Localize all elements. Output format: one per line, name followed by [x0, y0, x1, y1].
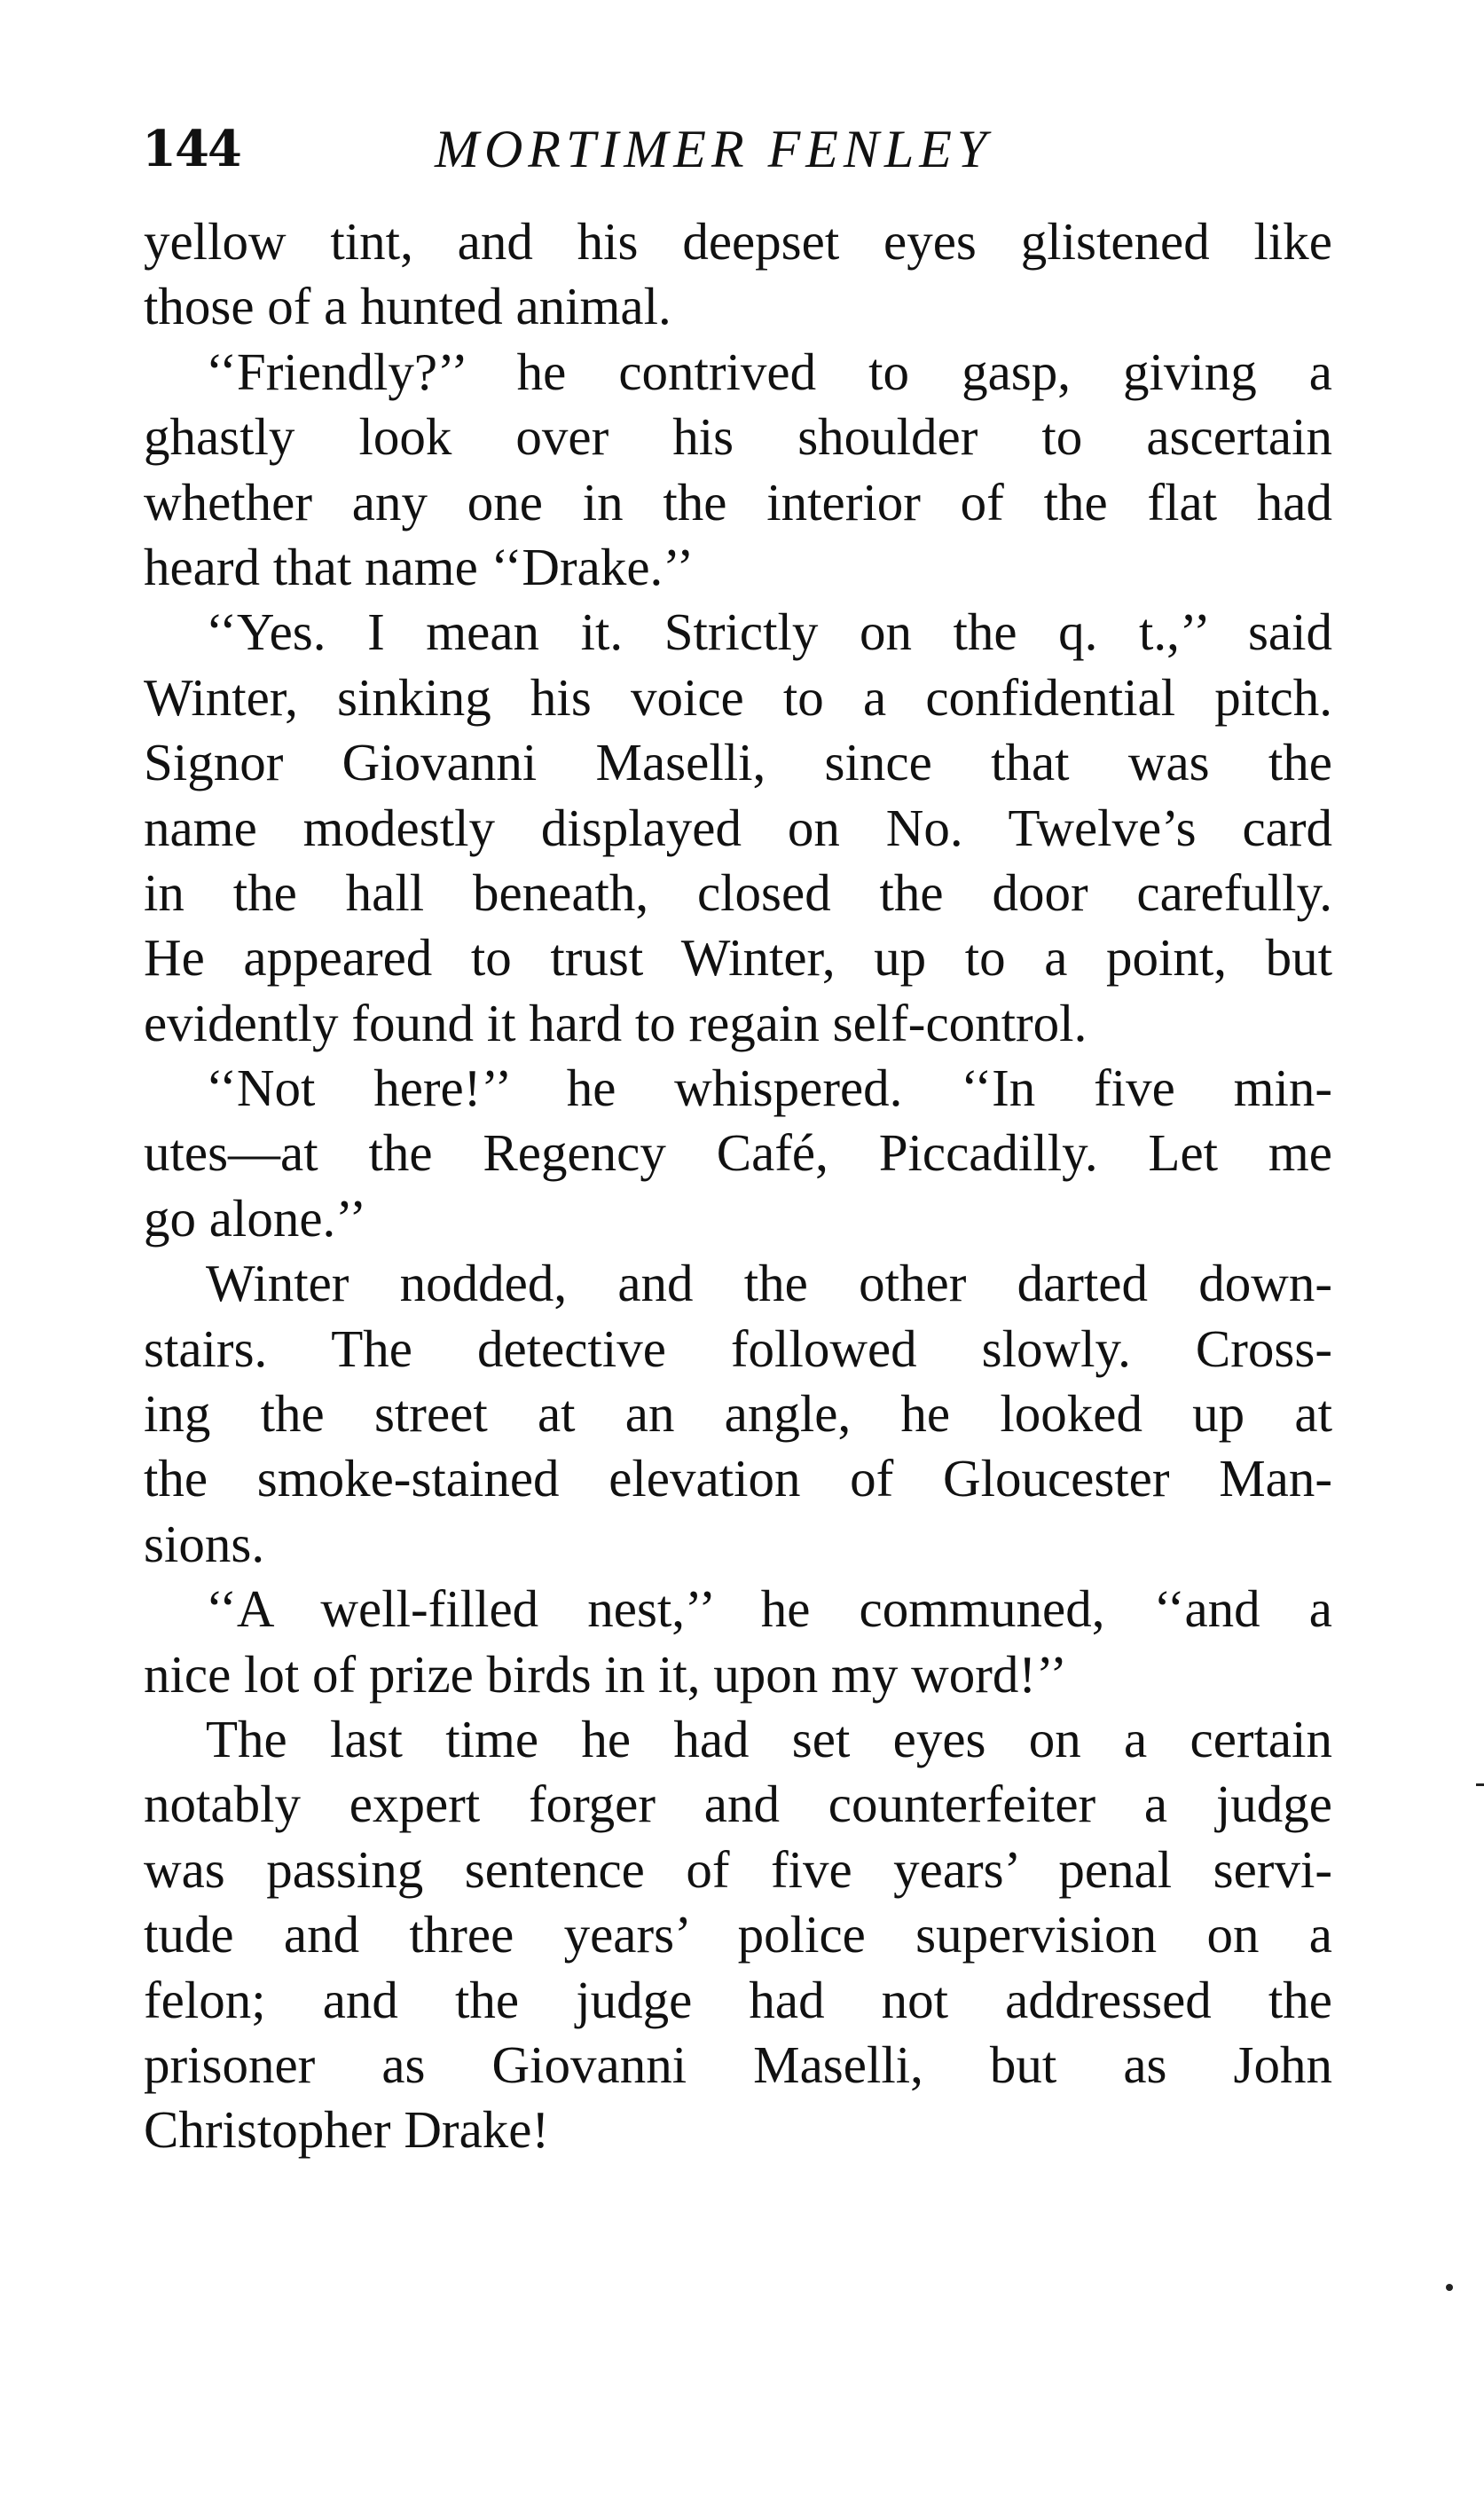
margin-dot: [1446, 2284, 1453, 2291]
text-line: name modestly displayed on No. Twelve’s card: [144, 798, 1332, 857]
text-line: ghastly look over his shoulder to ascertain: [144, 407, 1332, 467]
text-line: notably expert forger and counterfeiter a judge: [144, 1775, 1332, 1834]
text-line: whether any one in the interior of the flat had: [144, 472, 1332, 531]
text-line: Winter nodded, and the other darted down-: [206, 1254, 1332, 1313]
text-line: sions.: [144, 1514, 265, 1573]
text-line: go alone.’’: [144, 1188, 367, 1248]
text-line: ‘‘Friendly?’’ he contrived to gasp, giving a: [206, 342, 1332, 401]
text-line: prisoner as Giovanni Maselli, but as John: [144, 2035, 1332, 2094]
body-text: [144, 209, 1332, 2163]
text-line: felon; and the judge had not addressed the: [144, 1970, 1332, 2029]
margin-tick: [1476, 1783, 1484, 1786]
page-number: 144: [142, 120, 240, 178]
text-line: Signor Giovanni Maselli, since that was the: [144, 733, 1332, 792]
text-line: yellow tint, and his deepset eyes glistened like: [144, 212, 1332, 271]
page-header: [142, 114, 1331, 193]
text-line: was passing sentence of five years’ penal servi-: [144, 1839, 1332, 1899]
text-line: ‘‘Yes. I mean it. Strictly on the q. t.,’’ said: [206, 602, 1332, 662]
text-line: heard that name ‘‘Drake.’’: [144, 537, 695, 596]
text-line: ing the street at an angle, he looked up at: [144, 1384, 1332, 1444]
text-line: stairs. The detective followed slowly. Cross-: [144, 1319, 1332, 1378]
text-line: nice lot of prize birds in it, upon my word!’’: [144, 1644, 1067, 1704]
text-line: evidently found it hard to regain self-control.: [144, 993, 1087, 1052]
text-line: those of a hunted animal.: [144, 277, 671, 336]
text-line: ‘‘A well-filled nest,’’ he communed, ‘‘and a: [206, 1579, 1332, 1639]
text-line: ‘‘Not here!’’ he whispered. ‘‘In five min-: [206, 1059, 1332, 1118]
text-line: He appeared to trust Winter, up to a point, but: [144, 928, 1332, 988]
running-title: MORTIMER FENLEY: [435, 120, 993, 178]
text-line: the smoke-stained elevation of Gloucester Man-: [144, 1449, 1332, 1508]
text-line: Christopher Drake!: [144, 2100, 550, 2160]
text-line: in the hall beneath, closed the door carefully.: [144, 862, 1332, 922]
text-line: The last time he had set eyes on a certain: [206, 1709, 1332, 1768]
text-line: Winter, sinking his voice to a confidential pitch.: [144, 667, 1332, 727]
text-line: tude and three years’ police supervision on a: [144, 1905, 1332, 1964]
text-line: utes—at the Regency Café, Piccadilly. Let me: [144, 1123, 1332, 1183]
